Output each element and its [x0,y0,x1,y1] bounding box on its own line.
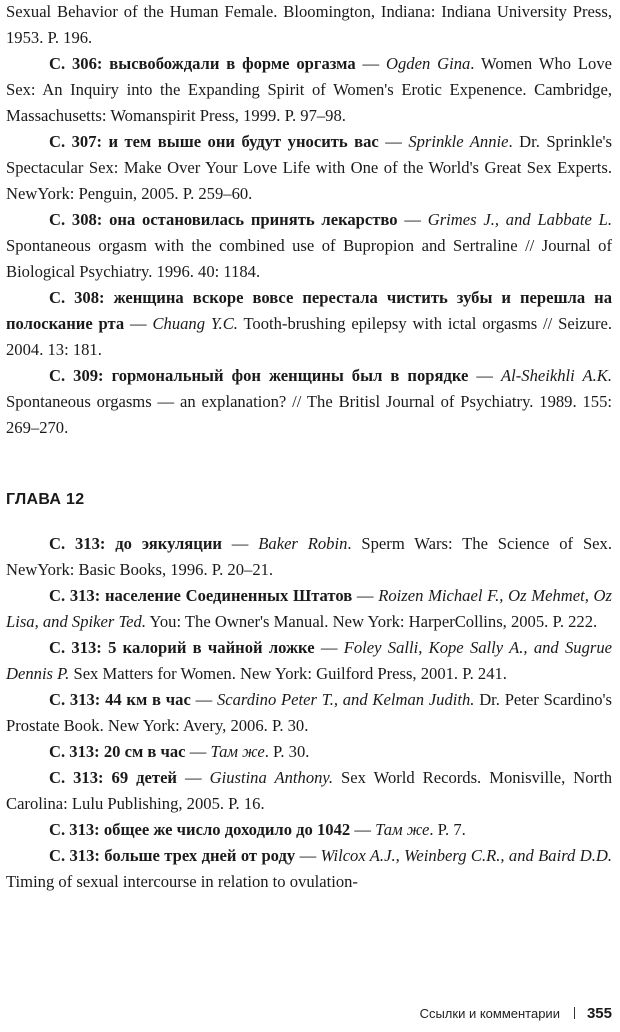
reference-author: Grimes J., and Labbate L. [427,210,612,229]
reference-label: С. 309: гормональный фон женщины был в порядке [49,366,469,385]
chapter-heading: ГЛАВА 12 [6,491,85,508]
page-number: 355 [586,1004,612,1022]
reference-author: Chuang Y.C. [152,314,238,333]
reference-author: Sprinkle Annie [408,132,509,151]
reference-dash: — [352,586,379,605]
reference-entry [6,207,612,285]
reference-entry [6,531,612,583]
reference-text: Sex Matters for Women. New York: Guilford Press, 2001. P. 241. [69,664,507,683]
reference-dash: — [185,742,211,761]
reference-label: С. 308: женщина вскоре вовсе перестала чистить зубы и перешла на полоскание рта [6,288,612,333]
reference-dash: — [350,820,376,839]
reference-list-chapter-11 [6,51,612,441]
reference-text: Dr. Peter Scardino's Prostate Book. New York: Avery, 2006. P. 30. [6,690,612,735]
reference-text: . P. 30. [264,742,310,761]
reference-text: . Dr. Sprinkle's Spectacular Sex: Make Over Your Love Life with One of the World's Great Sex Experts. NewYork: Penguin, 2005. P. 259–60. [6,132,613,203]
continued-reference: Sexual Behavior of the Human Female. Bloomington, Indiana: Indiana University Press, 1953. P. 196. [6,2,612,47]
reference-text: . Sperm Wars: The Science of Sex. NewYork: Basic Books, 1996. P. 20–21. [6,534,612,579]
reference-entry [6,817,612,843]
reference-label: С. 313: до эякуляции [49,534,222,553]
reference-entry [6,285,612,363]
reference-dash: — [378,132,409,151]
reference-author: Scardino Peter T., and Kelman Judith. [216,690,475,709]
reference-label: С. 313: больше трех дней от роду [49,846,296,865]
reference-text: . P. 7. [429,820,466,839]
reference-text: Tooth-brushing epilepsy with ictal orgasms // Seizure. 2004. 13: 181. [6,314,612,359]
reference-text: Sex World Records. Monisville, North Carolina: Lulu Publishing, 2005. P. 16. [6,768,612,813]
reference-dash: — [221,534,259,553]
reference-author: Wilcox A.J., Weinberg C.R., and Baird D.D. [320,846,612,865]
reference-text: . Women Who Love Sex: An Inquiry into the Expanding Spirit of Women's Erotic Expenence. Cambridge, Massachusetts: Womanspirit Press, 1999. P. 97–98. [6,54,612,125]
reference-author: Там же [375,820,430,839]
reference-dash: — [397,210,428,229]
reference-label: С. 313: 69 детей [49,768,177,787]
reference-entry [6,51,612,129]
reference-label: С. 313: 44 км в час [49,690,191,709]
reference-entry [6,635,612,687]
reference-label: С. 313: 5 калорий в чайной ложке [49,638,315,657]
page-footer [360,1002,612,1024]
reference-dash: — [468,366,502,385]
reference-label: С. 308: она остановилась принять лекарство [49,210,398,229]
reference-author: Roizen Michael F., Oz Mehmet, Oz Lisa, and Spiker Ted. [6,586,612,631]
reference-entry [6,363,612,441]
reference-list-chapter-12 [6,531,612,895]
reference-author: Там же [210,742,265,761]
reference-text: Spontaneous orgasms — an explanation? // The Britisl Journal of Psychiatry. 1989. 155: 269–270. [6,392,612,437]
reference-dash: — [190,690,217,709]
reference-entry [6,739,612,765]
reference-author: Foley Salli, Kope Sally A., and Sugrue Dennis P. [6,638,613,683]
reference-text: Timing of sexual intercourse in relation to ovulation- [6,872,358,891]
reference-entry [6,843,612,895]
reference-entry [6,129,612,207]
running-head: Ссылки и комментарии [419,1005,560,1021]
reference-author: Al-Sheikhli A.K. [501,366,612,385]
reference-dash: — [314,638,344,657]
reference-entry [6,583,612,635]
reference-label: С. 306: высвобождали в форме оргазма [49,54,356,73]
reference-author: Baker Robin [258,534,348,553]
reference-entry [6,687,612,739]
reference-dash: — [124,314,153,333]
reference-label: С. 313: 20 см в час [49,742,186,761]
reference-text: Spontaneous orgasm with the combined use of Bupropion and Sertraline // Journal of Biological Psychiatry. 1996. 40: 1184. [6,236,612,281]
reference-dash: — [177,768,210,787]
footer-divider [574,1007,575,1019]
reference-dash: — [355,54,386,73]
reference-author: Ogden Gina [386,54,471,73]
reference-label: С. 307: и тем выше они будут уносить вас [49,132,379,151]
reference-text: You: The Owner's Manual. New York: HarperCollins, 2005. P. 222. [146,612,598,631]
reference-dash: — [295,846,321,865]
reference-entry [6,765,612,817]
reference-label: С. 313: общее же число доходило до 1042 [49,820,351,839]
reference-author: Giustina Anthony. [209,768,334,787]
reference-label: С. 313: население Соединенных Штатов [49,586,353,605]
